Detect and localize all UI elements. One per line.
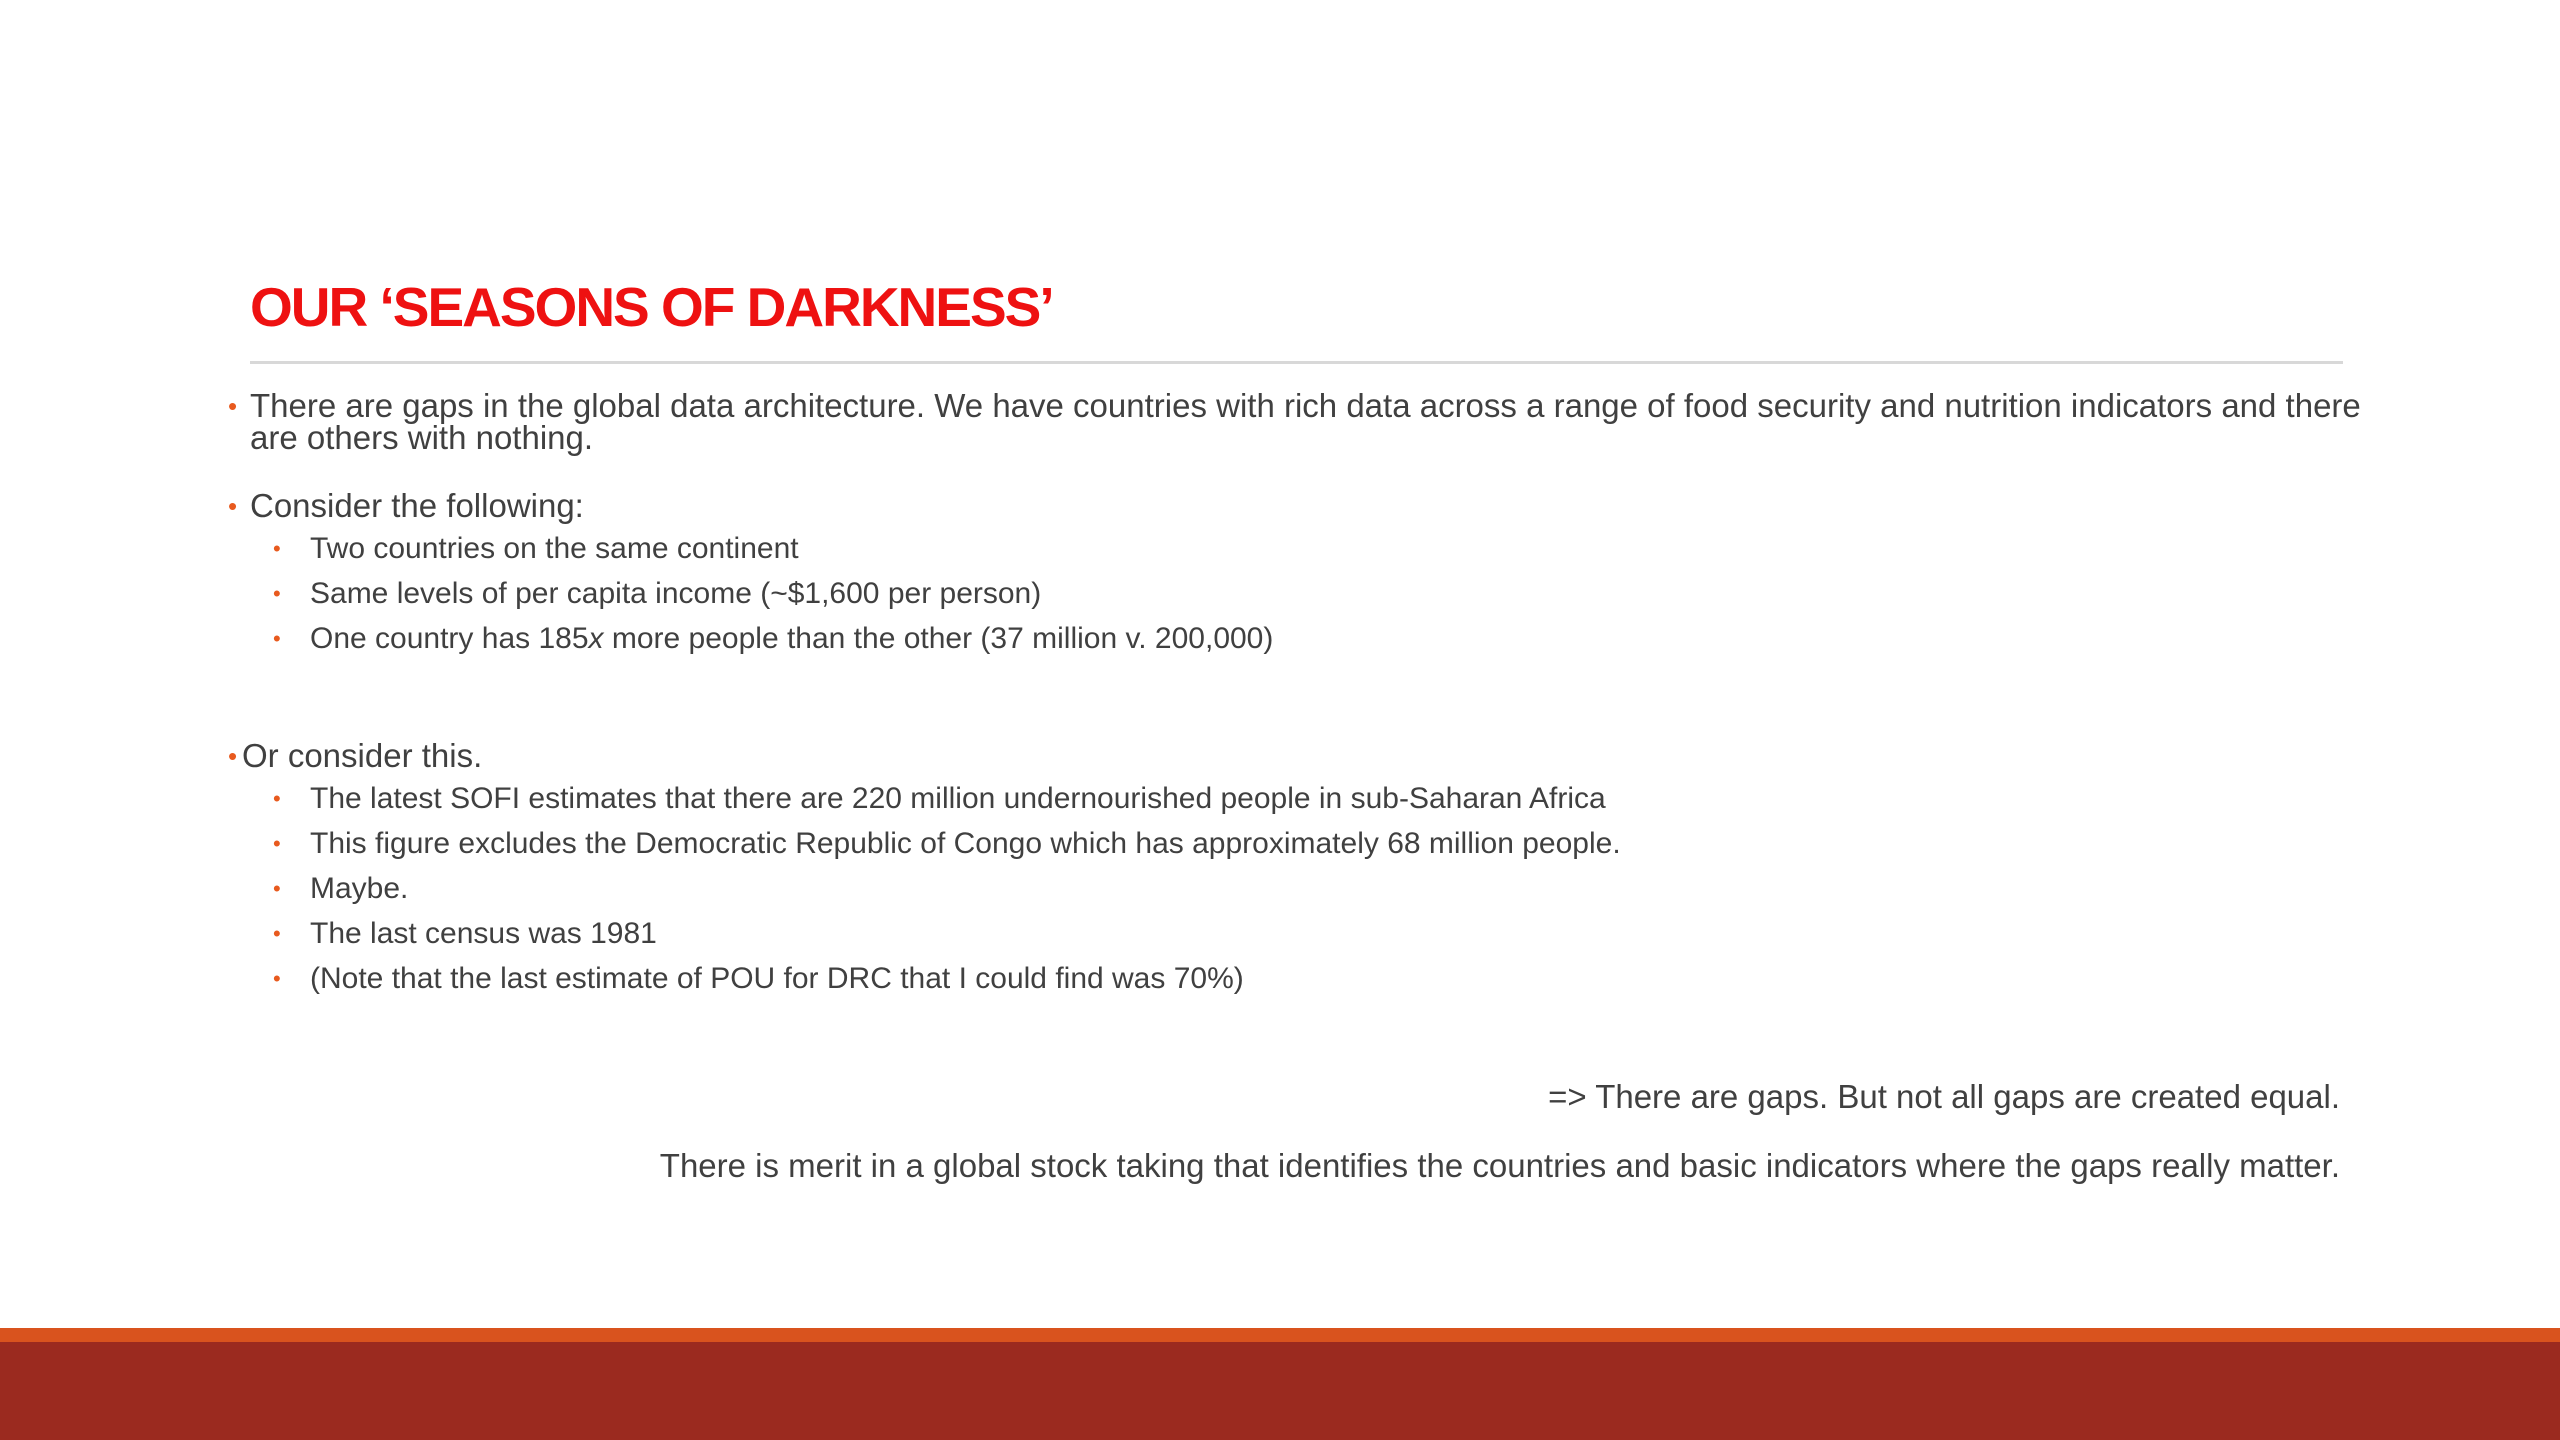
- sub-bullet-item: [228, 866, 2368, 911]
- title-divider: [250, 361, 2343, 364]
- bullet-dot-icon: •: [273, 581, 281, 606]
- footer-accent-band: [0, 1328, 2560, 1342]
- sub-bullet-text: The last census was 1981: [310, 917, 657, 950]
- bullet-gaps: [228, 387, 2368, 456]
- sub-bullet-text: The latest SOFI estimates that there are 220 million undernourished people in sub-Saharan Africa: [310, 782, 1606, 815]
- sub-bullet-text: Maybe.: [310, 872, 409, 905]
- bullet-item: [228, 387, 2368, 456]
- bullet-consider-this: [228, 737, 2368, 1001]
- bullet-dot-icon: •: [228, 391, 238, 421]
- bullet-dot-icon: •: [228, 741, 238, 771]
- slide-title: OUR ‘SEASONS OF DARKNESS’: [250, 276, 1053, 338]
- bullet-dot-icon: •: [273, 876, 281, 901]
- sub-bullet-item: [228, 526, 2368, 571]
- bullet-text: Consider the following:: [250, 487, 584, 524]
- sub-bullet-item: [228, 956, 2368, 1001]
- bullet-item: [228, 737, 2368, 774]
- bullet-text: There are gaps in the global data architecture. We have countries with rich data across a range of food security and nutrition indicators and there are others with nothing.: [250, 387, 2361, 456]
- footer-band: [0, 1342, 2560, 1440]
- sub-bullet-item: [228, 776, 2368, 821]
- sub-bullet-item: [228, 616, 2368, 661]
- bullet-item: [228, 487, 2368, 524]
- sub-bullet-text: (Note that the last estimate of POU for DRC that I could find was 70%): [310, 962, 1244, 995]
- sub-bullet-list: [228, 526, 2368, 661]
- bullet-dot-icon: •: [273, 966, 281, 991]
- bullet-dot-icon: •: [273, 831, 281, 856]
- sub-bullet-text: This figure excludes the Democratic Republic of Congo which has approximately 68 million people.: [310, 827, 1621, 860]
- sub-bullet-item: [228, 911, 2368, 956]
- sub-bullet-list: [228, 776, 2368, 1001]
- bullet-consider-following: [228, 487, 2368, 661]
- conclusion-gaps: => There are gaps. But not all gaps are created equal.: [1548, 1078, 2340, 1115]
- bullet-dot-icon: •: [273, 626, 281, 651]
- bullet-text: Or consider this.: [242, 737, 483, 774]
- sub-bullet-text: One country has 185x more people than the other (37 million v. 200,000): [310, 622, 1274, 655]
- sub-bullet-item: [228, 571, 2368, 616]
- sub-bullet-text: Two countries on the same continent: [310, 532, 799, 565]
- bullet-dot-icon: •: [228, 491, 238, 521]
- bullet-dot-icon: •: [273, 536, 281, 561]
- bullet-dot-icon: •: [273, 921, 281, 946]
- sub-bullet-text: Same levels of per capita income (~$1,600 per person): [310, 577, 1042, 610]
- bullet-dot-icon: •: [273, 786, 281, 811]
- sub-bullet-item: [228, 821, 2368, 866]
- conclusion-stock-taking: There is merit in a global stock taking that identifies the countries and basic indicators where the gaps really matter.: [659, 1147, 2340, 1184]
